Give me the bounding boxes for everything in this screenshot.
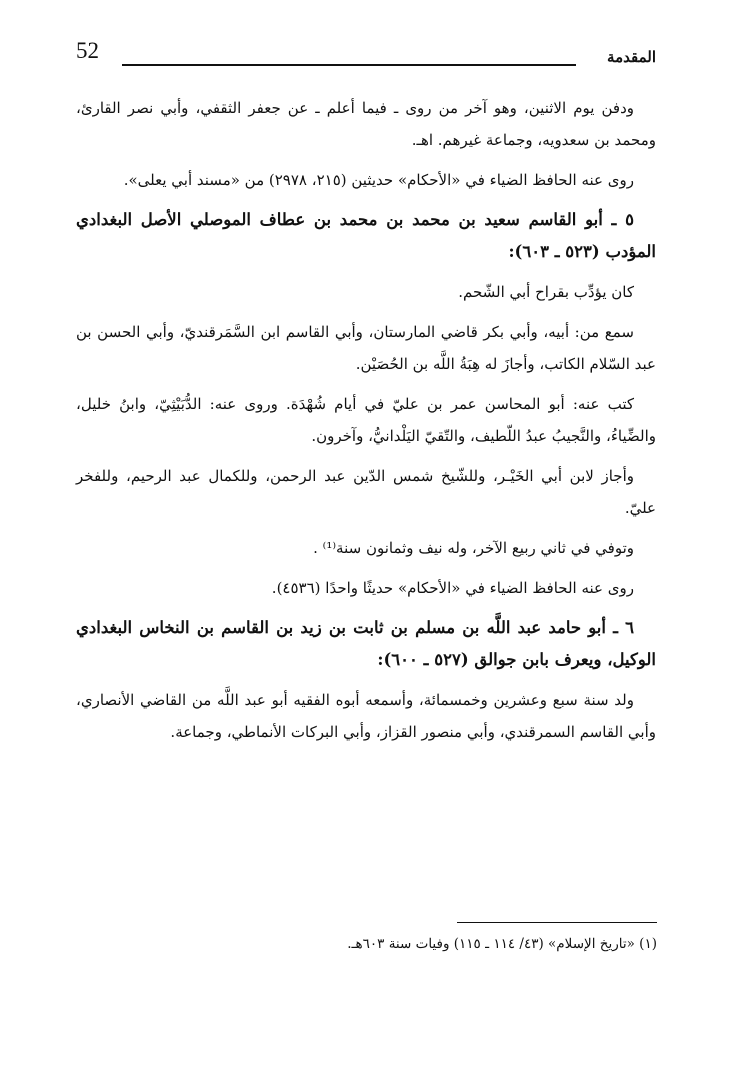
paragraph: ولد سنة سبع وعشرين وخمسمائة، وأسمعه أبوه الفقيه أبو عبد اللَّه من القاضي الأنصاري، وأبي القاسم السمرقندي، وأبي منصور القزاز، وأبي البركات الأنماطي، وجماعة. [76, 691, 656, 741]
body-text [76, 92, 656, 756]
footnote-rule [457, 922, 657, 923]
page-header [76, 38, 656, 78]
header-rule [122, 64, 576, 66]
paragraph: كتب عنه: أبو المحاسن عمر بن عليّ في أيام شُهْدَة. وروى عنه: الدُّبَيْثِيّ، وابنُ خليل، والضِّياءُ، والنَّجيبُ عبدُ اللّطيف، والتّقيّ اليَلْدانيُّ، وآخرون. [76, 395, 656, 445]
paragraph: ودفن يوم الاثنين، وهو آخر من روى ـ فيما أعلم ـ عن جعفر الثقفي، وأبي نصر القارئ، ومحمد بن سعدويه، وجماعة غيرهم. اهـ. [76, 99, 656, 149]
paragraph: سمع من: أبيه، وأبي بكر قاضي المارستان، وأبي القاسم ابن السَّمَرقنديّ، وأبي الحسن بن عبد السّلام الكاتب، وأجازَ له هِبَةُ اللَّه بن الحُصَيْن. [76, 323, 656, 373]
paragraph: وتوفي في ثاني ربيع الآخر، وله نيف وثمانون سنة⁽¹⁾ . [313, 539, 634, 557]
paragraph: وأجاز لابن أبي الخَيْـر، وللشّيخ شمس الدّين عبد الرحمن، وللكمال عبد الرحيم، وللفخر عليّ. [76, 467, 656, 517]
page-number: 52 [76, 38, 99, 63]
paragraph: روى عنه الحافظ الضياء في «الأحكام» حديثين (٢١٥، ٢٩٧٨) من «مسند أبي يعلى». [123, 171, 634, 189]
paragraph: كان يؤدِّب بقراح أبي الشّحم. [458, 283, 634, 301]
entry-heading: ٦ ـ أبو حامد عبد اللَّه بن مسلم بن ثابت بن زيد بن القاسم بن النخاس البغدادي الوكيل، ويعرف بابن جوالق (٥٢٧ ـ ٦٠٠): [76, 618, 656, 669]
footnote: (١) «تاريخ الإسلام» (٤٣/ ١١٤ ـ ١١٥) وفيات سنة ٦٠٣هـ. [347, 936, 657, 952]
entry-heading: ٥ ـ أبو القاسم سعيد بن محمد بن محمد بن عطاف الموصلي الأصل البغدادي المؤدب (٥٢٣ ـ ٦٠٣): [76, 210, 656, 261]
running-title: المقدمة [607, 48, 656, 66]
paragraph: روى عنه الحافظ الضياء في «الأحكام» حديثًا واحدًا (٤٥٣٦). [271, 579, 634, 597]
